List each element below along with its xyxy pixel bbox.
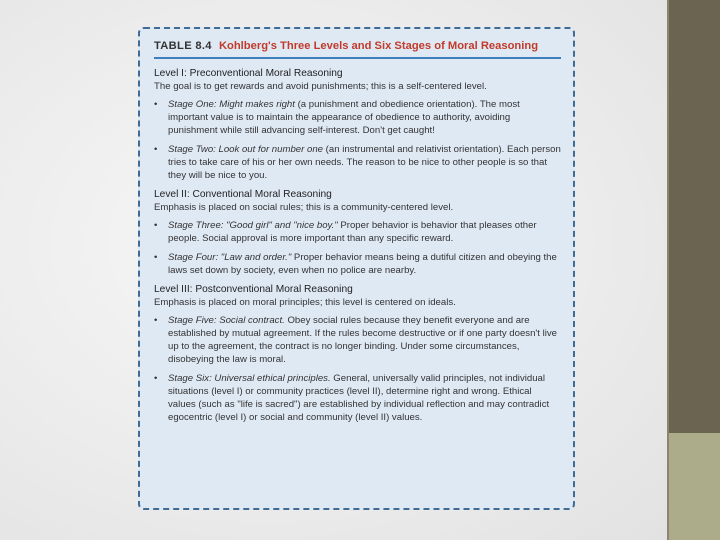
level-1: [154, 67, 561, 182]
stage-text: (a punishment and obedience orientation). The most important value is to maintain the appearance of obedience to authority, avoiding punishment while still advancing self-interest. Don't get caught!: [168, 99, 520, 136]
stage-name: Stage Four: "Law and order.": [168, 252, 292, 263]
stage-name: Stage Six: Universal ethical principles.: [168, 373, 331, 384]
bullet: •: [154, 252, 158, 263]
kohlberg-table: [138, 27, 575, 510]
table-number: TABLE 8.4: [154, 40, 212, 52]
stage-six: [154, 372, 561, 424]
stage-name: Stage Two: Look out for number one: [168, 144, 324, 155]
table-title: [154, 39, 561, 59]
stage-text: Proper behavior means being a dutiful citizen and obeying the laws set down by society, even when no police are nearby.: [168, 252, 557, 276]
stage-name: Stage Five: Social contract.: [168, 315, 285, 326]
stage-text: Obey social rules because they benefit everyone and are established by mutual agreement. If the rules become destructive or if one party doesn't live up to the agreement, the contract is no longer binding. Under some circumstances, disobeying the law is moral.: [168, 315, 557, 365]
stage-name: Stage Three: "Good girl" and "nice boy.": [168, 220, 338, 231]
stage-text: Proper behavior is behavior that pleases other people. Social approval is more important than any specific reward.: [168, 220, 537, 244]
level-description: Emphasis is placed on moral principles; this level is centered on ideals.: [154, 297, 456, 308]
level-description: The goal is to get rewards and avoid punishments; this is a self-centered level.: [154, 81, 487, 92]
bullet: •: [154, 373, 158, 384]
stage-one: [154, 98, 561, 137]
slide-side-accent: [669, 433, 720, 540]
stage-text: (an instrumental and relativist orientation). Each person tries to take care of his or her own needs. The reason to be nice to other people is so that they will be nice to you.: [168, 144, 561, 181]
bullet: •: [154, 315, 158, 326]
level-heading: Level III: Postconventional Moral Reasoning: [154, 284, 353, 295]
stage-text: General, universally valid principles, not individual situations (level I) or community practices (level II), determine right and wrong. Ethical values (such as "life is sacred") are established by individual reflection and may contradict egocentric (level I) or social and community (level II) values.: [168, 373, 550, 423]
stage-three: [154, 219, 561, 245]
bullet: •: [154, 99, 158, 110]
bullet: •: [154, 220, 158, 231]
table-title-text: Kohlberg's Three Levels and Six Stages of Moral Reasoning: [218, 40, 539, 52]
level-2: [154, 188, 561, 277]
stage-two: [154, 143, 561, 182]
level-description: Emphasis is placed on social rules; this is a community-centered level.: [154, 202, 454, 213]
stage-four: [154, 251, 561, 277]
bullet: •: [154, 144, 158, 155]
stage-five: [154, 314, 561, 366]
level-heading: Level I: Preconventional Moral Reasoning: [154, 68, 343, 79]
stage-name: Stage One: Might makes right: [168, 99, 295, 110]
level-3: [154, 283, 561, 424]
level-heading: Level II: Conventional Moral Reasoning: [154, 189, 332, 200]
